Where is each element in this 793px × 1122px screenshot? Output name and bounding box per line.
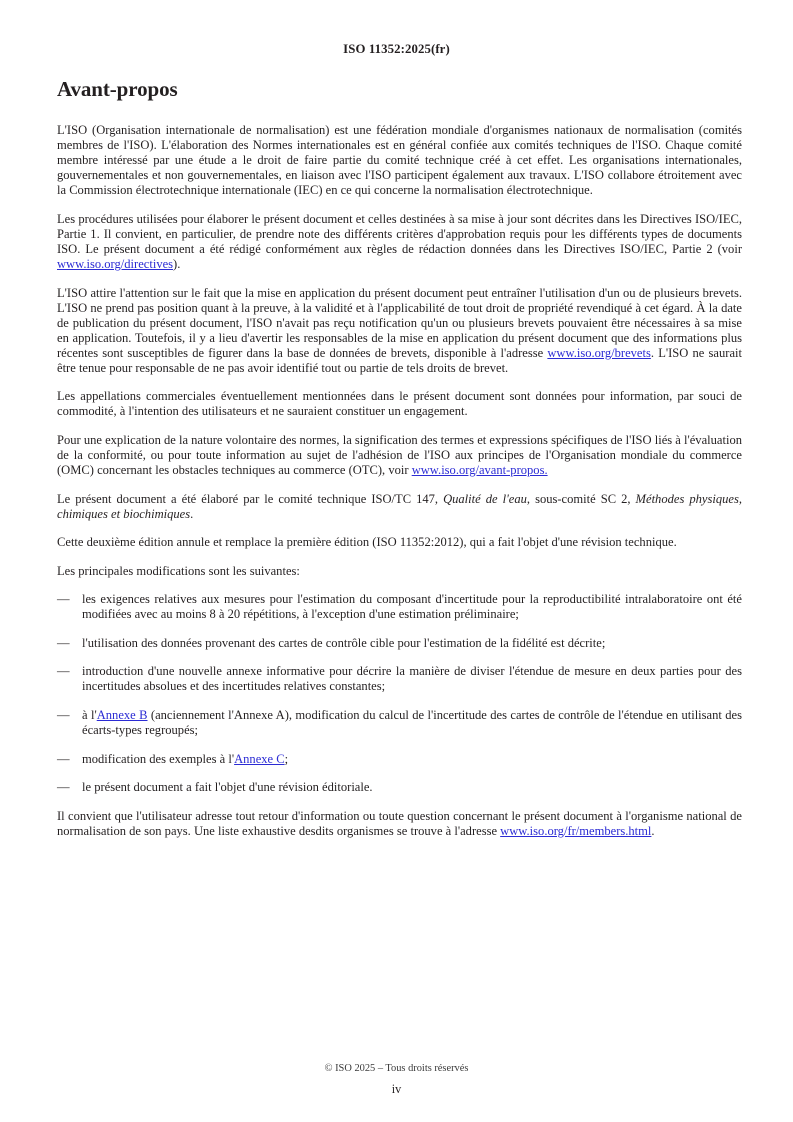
paragraph-text-tail: . L'ISO ne saurait être tenue pour responsable de ne pas avoir identifié tout ou partie de tels droits de brevet. bbox=[57, 345, 742, 375]
paragraph-trade-names bbox=[57, 389, 742, 419]
paragraph-text-mid: , sous-comité SC 2, bbox=[526, 491, 636, 506]
link-iso-avant-propos[interactable]: www.iso.org/avant-propos. bbox=[411, 462, 548, 477]
paragraph-edition bbox=[57, 535, 742, 550]
list-item bbox=[57, 708, 742, 738]
dash-bullet-icon: — bbox=[57, 707, 70, 722]
list-item bbox=[57, 752, 742, 767]
link-annexe-b[interactable]: Annexe B bbox=[96, 707, 148, 722]
link-iso-brevets[interactable]: www.iso.org/brevets bbox=[547, 345, 651, 360]
committee-title-sc: Méthodes physiques, chimiques et biochimiques bbox=[57, 491, 742, 521]
list-item bbox=[57, 664, 742, 694]
paragraph-patents bbox=[57, 286, 742, 376]
paragraph-iso-definition bbox=[57, 123, 742, 198]
paragraph-text: Les principales modifications sont les suivantes: bbox=[57, 563, 300, 578]
list-item-text: les exigences relatives aux mesures pour l'estimation du composant d'incertitude pour la reproductibilité intralaboratoire ont été modifiées avec au moins 8 à 20 répétitions, à l'exception d'une estimation préliminaire; bbox=[82, 592, 742, 622]
paragraph-text: Cette deuxième édition annule et remplace la première édition (ISO 11352:2012), qui a fait l'objet d'une révision technique. bbox=[57, 535, 677, 550]
running-header: ISO 11352:2025(fr) bbox=[343, 42, 450, 56]
list-item bbox=[57, 592, 742, 622]
paragraph-text-tail: . bbox=[190, 506, 194, 521]
list-item-text: introduction d'une nouvelle annexe informative pour décrire la manière de diviser l'étendue de mesure en deux parties pour des incertitudes absolues et des incertitudes relatives constantes; bbox=[82, 664, 742, 694]
page-title: Avant-propos bbox=[57, 77, 178, 101]
footer-copyright: © ISO 2025 – Tous droits réservés bbox=[324, 1063, 469, 1074]
dash-bullet-icon: — bbox=[57, 592, 70, 607]
paragraph-text: Il convient que l'utilisateur adresse tout retour d'information ou toute question concernant le présent document à l'organisme national de normalisation de son pays. Une liste exhaustive desdits organismes se trouve à l'adresse bbox=[57, 808, 742, 838]
list-item-text: le présent document a fait l'objet d'une révision éditoriale. bbox=[82, 780, 373, 795]
dash-bullet-icon: — bbox=[57, 751, 70, 766]
list-item-text-tail: (anciennement l'Annexe A), modification du calcul de l'incertitude des cartes de contrôle de l'étendue en utilisant des écarts-types regroupés; bbox=[82, 707, 743, 737]
list-item-text-tail: ; bbox=[284, 751, 289, 766]
footer-page-number: iv bbox=[391, 1082, 402, 1096]
paragraph-text: Le présent document a été élaboré par le comité technique ISO/TC 147, bbox=[57, 491, 444, 506]
link-annexe-c[interactable]: Annexe C bbox=[234, 751, 285, 766]
list-item bbox=[57, 636, 742, 651]
dash-bullet-icon: — bbox=[57, 664, 70, 679]
list-item-text: l'utilisation des données provenant des cartes de contrôle cible pour l'estimation de la fidélité est décrite; bbox=[82, 635, 606, 650]
paragraph-text: Les appellations commerciales éventuellement mentionnées dans le présent document sont données pour information, par souci de commodité, à l'intention des utilisateurs et ne sauraient constituer un engagement. bbox=[57, 389, 742, 419]
paragraph-text: Les procédures utilisées pour élaborer le présent document et celles destinées à sa mise à jour sont décrites dans les Directives ISO/IEC, Partie 1. Il convient, en particulier, de prendre note des différents critères d'approbation requis pour les différents types de documents ISO. Le présent document a été rédigé conformément aux règles de rédaction données dans les Directives ISO/IEC, Partie 2 (voir bbox=[57, 211, 742, 256]
paragraph-text-tail: ). bbox=[173, 256, 181, 271]
page-content bbox=[57, 78, 742, 839]
changes-list bbox=[57, 592, 742, 795]
paragraph-text: L'ISO attire l'attention sur le fait que la mise en application du présent document peut entraîner l'utilisation d'un ou de plusieurs brevets. L'ISO ne prend pas position quant à la preuve, à la validité et à l'applicabilité de tout droit de propriété revendiqué à cet égard. À la date de publication du présent document, l'ISO n'avait pas reçu notification qu'un ou plusieurs brevets pouvaient être nécessaires à sa mise en application. Toutefois, il y a lieu d'avertir les responsables de la mise en application du présent document que des informations plus récentes sont susceptibles de figurer dans la base de données de brevets, disponible à l'adresse bbox=[57, 285, 742, 360]
paragraph-text-tail: . bbox=[651, 823, 655, 838]
link-iso-directives[interactable]: www.iso.org/directives bbox=[57, 256, 174, 271]
dash-bullet-icon: — bbox=[57, 780, 70, 795]
paragraph-committee bbox=[57, 492, 742, 522]
paragraph-text: Pour une explication de la nature volontaire des normes, la signification des termes et expressions spécifiques de l'ISO liés à l'évaluation de la conformité, ou pour toute information au sujet de l'adhésion de l'ISO aux principes de l'Organisation mondiale du commerce (OMC) concernant les obstacles techniques au commerce (OTC), voir bbox=[57, 432, 742, 477]
paragraph-procedures bbox=[57, 212, 742, 272]
list-item-text: modification des exemples à l' bbox=[82, 751, 235, 766]
committee-title-tc: Qualité de l'eau bbox=[443, 491, 527, 506]
paragraph-feedback bbox=[57, 809, 742, 839]
paragraph-text: L'ISO (Organisation internationale de normalisation) est une fédération mondiale d'organismes nationaux de normalisation (comités membres de l'ISO). L'élaboration des Normes internationales est en général confiée aux comités techniques de l'ISO. Chaque comité membre intéressé par une étude a le droit de faire partie du comité technique créé à cet effet. Les organisations internationales, gouvernementales et non gouvernementales, en liaison avec l'ISO participent également aux travaux. L'ISO collabore étroitement avec la Commission électrotechnique internationale (IEC) en ce qui concerne la normalisation électrotechnique. bbox=[57, 123, 742, 198]
list-item bbox=[57, 780, 742, 795]
link-iso-members[interactable]: www.iso.org/fr/members.html bbox=[500, 823, 652, 838]
paragraph-wto-tbt bbox=[57, 433, 742, 478]
dash-bullet-icon: — bbox=[57, 635, 70, 650]
list-item-text: à l' bbox=[82, 707, 97, 722]
paragraph-changes-intro bbox=[57, 564, 742, 579]
